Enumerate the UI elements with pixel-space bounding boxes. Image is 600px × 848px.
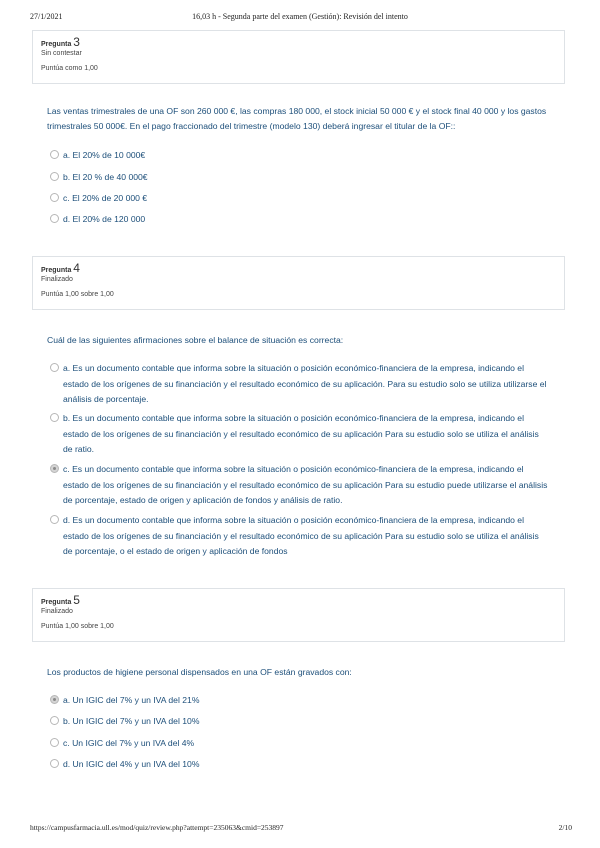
answer-option-3b[interactable] [50,170,550,186]
radio-icon[interactable] [50,214,59,223]
page-url: https://campusfarmacia.ull.es/mod/quiz/review.php?attempt=235063&cmid=253897 [30,823,284,832]
answer-option-4a[interactable] [50,361,550,408]
radio-checked-icon[interactable] [50,464,59,473]
question-text-5: Los productos de higiene personal dispensados en una OF están gravados con: [47,667,352,677]
answer-option-3d[interactable] [50,212,550,228]
question-grade: Puntúa como 1,00 [41,65,98,72]
question-grade: Puntúa 1,00 sobre 1,00 [41,291,114,298]
answer-option-4b[interactable] [50,411,550,458]
question-state: Finalizado [41,608,73,615]
radio-icon[interactable] [50,193,59,202]
radio-icon[interactable] [50,759,59,768]
answer-option-5b[interactable] [50,714,550,730]
answer-label: b. Es un documento contable que informa sobre la situación o posición económico-financiera de la empresa, indicando el estado de los orígenes de su financiación y el resultado económico de su aplicación Para su estudio solo se utiliza el análisis de ratio. [63,413,539,454]
radio-icon[interactable] [50,738,59,747]
question-grade: Puntúa 1,00 sobre 1,00 [41,623,114,630]
answer-label: d. Es un documento contable que informa sobre la situación o posición económico-financiera de la empresa, indicando el estado de los orígenes de su financiación y el resultado económico de su aplicación Para su estudio solo se utiliza el análisis de porcentaje, o el estado de origen y aplicación de fondos [63,515,539,556]
question-text-3: Las ventas trimestrales de una OF son 260 000 €, las compras 180 000, el stock inicial 50 000 € y el stock final 40 000 y los gastos trimestrales 50 000€. En el pago fraccionado del trimestre (modelo 130) deberá ingresar el titular de la OF:: [47,106,547,131]
question-info-4 [32,256,565,310]
answer-label: c. Un IGIC del 7% y un IVA del 4% [63,738,195,748]
answer-label: c. Es un documento contable que informa sobre la situación o posición económico-financiera de la empresa, indicando el estado de los orígenes de su financiación y el resultado económico de su aplicación Para su estudio puede utilizarse el análisis de porcentaje, estado de origen y aplicación de fondos y análisis de ratio. [63,464,548,505]
radio-icon[interactable] [50,716,59,725]
radio-checked-icon[interactable] [50,695,59,704]
answer-label: c. El 20% de 20 000 € [63,193,148,203]
print-header [0,12,600,26]
answer-label: a. El 20% de 10 000€ [63,150,146,160]
question-number: Pregunta 3 [41,35,80,49]
answer-option-5c[interactable] [50,736,550,752]
answer-option-3a[interactable] [50,148,550,164]
answer-option-3c[interactable] [50,191,550,207]
radio-icon[interactable] [50,150,59,159]
question-number: Pregunta 4 [41,261,80,275]
radio-icon[interactable] [50,363,59,372]
print-date: 27/1/2021 [30,12,63,21]
answer-option-5a[interactable] [50,693,550,709]
answer-option-4c[interactable] [50,462,550,509]
radio-icon[interactable] [50,172,59,181]
answer-option-5d[interactable] [50,757,550,773]
answer-option-4d[interactable] [50,513,550,560]
radio-icon[interactable] [50,413,59,422]
page-number: 2/10 [558,823,572,832]
answer-label: d. El 20% de 120 000 [63,214,146,224]
question-text-4: Cuál de las siguientes afirmaciones sobre el balance de situación es correcta: [47,335,344,345]
question-info-3 [32,30,565,84]
answer-label: a. Es un documento contable que informa sobre la situación o posición económico-financiera de la empresa, indicando el estado de los orígenes de su financiación y el resultado económico de su aplicación. Para su estudio solo se utiliza utilizarse el análisis de porcentaje. [63,363,547,404]
answer-label: b. El 20 % de 40 000€ [63,172,148,182]
answer-label: d. Un IGIC del 4% y un IVA del 10% [63,759,200,769]
question-info-5 [32,588,565,642]
answer-label: a. Un IGIC del 7% y un IVA del 21% [63,695,200,705]
question-state: Finalizado [41,276,73,283]
print-page-title: 16,03 h - Segunda parte del examen (Gestión): Revisión del intento [192,12,408,21]
question-state: Sin contestar [41,50,82,57]
question-number: Pregunta 5 [41,593,80,607]
answer-label: b. Un IGIC del 7% y un IVA del 10% [63,716,200,726]
radio-icon[interactable] [50,515,59,524]
